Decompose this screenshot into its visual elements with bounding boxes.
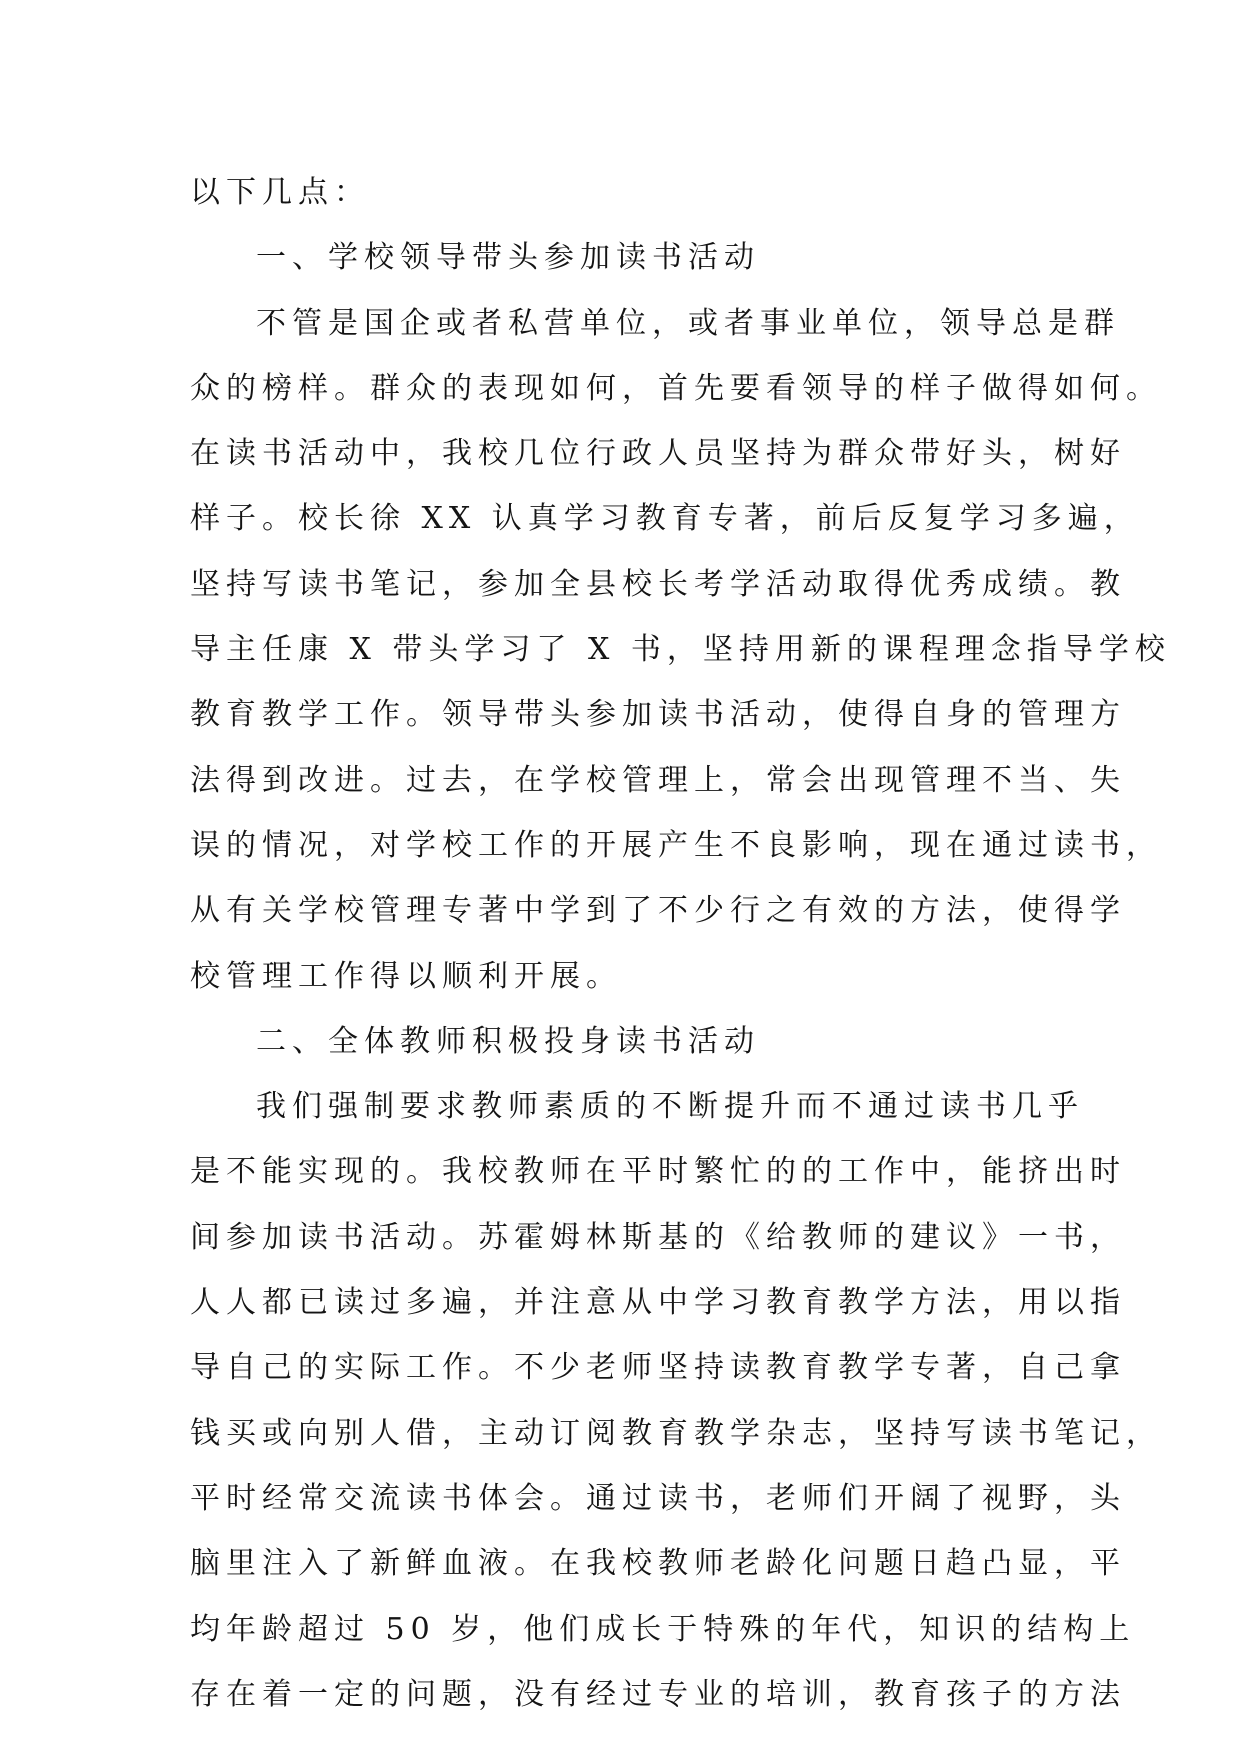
text-line: 教育教学工作。领导带头参加读书活动，使得自身的管理方 [190,697,1126,733]
document-body [190,160,1171,1727]
text-line: 在读书活动中，我校几位行政人员坚持为群众带好头，树好 [190,436,1126,472]
text-line: 平时经常交流读书体会。通过读书，老师们开阔了视野，头 [190,1480,1126,1516]
text-line: 从有关学校管理专著中学到了不少行之有效的方法，使得学 [190,893,1126,929]
text-line: 是不能实现的。我校教师在平时繁忙的的工作中，能挤出时 [190,1154,1126,1190]
text-line: 导主任康 X 带头学习了 X 书，坚持用新的课程理念指导学校 [190,632,1171,668]
text-line: 样子。校长徐 XX 认真学习教育专著，前后反复学习多遍， [190,501,1140,537]
paragraph-start-line: 一、学校领导带头参加读书活动 [256,240,760,276]
text-line: 导自己的实际工作。不少老师坚持读教育教学专著，自己拿 [190,1350,1126,1386]
text-line: 误的情况，对学校工作的开展产生不良影响，现在通过读书， [190,827,1162,863]
text-line: 坚持写读书笔记，参加全县校长考学活动取得优秀成绩。教 [190,566,1126,602]
text-line: 均年龄超过 50 岁，他们成长于特殊的年代，知识的结构上 [190,1611,1136,1647]
text-line: 脑里注入了新鲜血液。在我校教师老龄化问题日趋凸显，平 [190,1546,1126,1582]
text-line: 存在着一定的问题，没有经过专业的培训，教育孩子的方法 [190,1676,1126,1712]
text-line: 钱买或向别人借，主动订阅教育教学杂志，坚持写读书笔记， [190,1415,1162,1451]
paragraph-start-line: 不管是国企或者私营单位，或者事业单位，领导总是群 [256,305,1120,341]
text-line: 众的榜样。群众的表现如何，首先要看领导的样子做得如何。 [190,370,1162,406]
text-line: 校管理工作得以顺利开展。 [190,958,622,994]
paragraph-start-line: 二、全体教师积极投身读书活动 [256,1023,760,1059]
paragraph-start-line: 我们强制要求教师素质的不断提升而不通过读书几乎 [256,1089,1084,1125]
text-line: 法得到改进。过去，在学校管理上，常会出现管理不当、失 [190,762,1126,798]
text-line: 以下几点： [190,175,370,210]
text-line: 间参加读书活动。苏霍姆林斯基的《给教师的建议》一书， [190,1219,1126,1255]
text-line: 人人都已读过多遍，并注意从中学习教育教学方法，用以指 [190,1285,1126,1321]
